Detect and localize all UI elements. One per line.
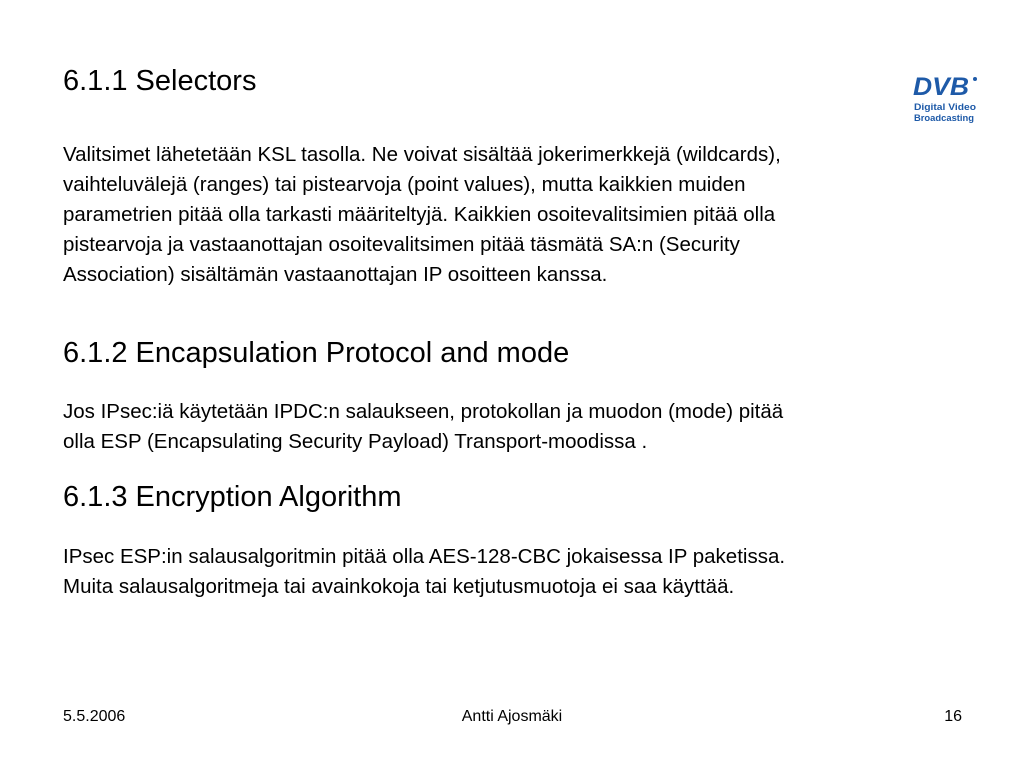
body-line: vaihteluvälejä (ranges) tai pistearvoja (point values), mutta kaikkien muiden <box>63 173 746 196</box>
logo-mark: DVB <box>913 73 969 101</box>
logo-line2: Broadcasting <box>914 113 975 124</box>
body-line: Jos IPsec:iä käytetään IPDC:n salaukseen, protokollan ja muodon (mode) pitää <box>63 400 784 423</box>
section-body-selectors <box>63 140 781 290</box>
section-heading-encapsulation: 6.1.2 Encapsulation Protocol and mode <box>63 337 570 369</box>
body-line: parametrien pitää olla tarkasti määriteltyjä. Kaikkien osoitevalitsimien pitää olla <box>63 203 776 226</box>
footer-page-number: 16 <box>944 708 962 725</box>
section-body-encapsulation <box>63 397 783 457</box>
section-heading-encryption: 6.1.3 Encryption Algorithm <box>63 481 402 513</box>
body-line: Muita salausalgoritmeja tai avainkokoja tai ketjutusmuotoja ei saa käyttää. <box>63 575 735 598</box>
body-line: olla ESP (Encapsulating Security Payload) Transport-moodissa . <box>63 430 648 453</box>
footer-author: Antti Ajosmäki <box>461 708 563 725</box>
footer-date: 5.5.2006 <box>63 708 126 725</box>
logo-line1: Digital Video <box>914 102 977 113</box>
body-line: IPsec ESP:in salausalgoritmin pitää olla AES-128-CBC jokaisessa IP paketissa. <box>63 545 786 568</box>
body-line: Valitsimet lähetetään KSL tasolla. Ne voivat sisältää jokerimerkkejä (wildcards), <box>63 143 781 166</box>
dvb-logo-icon <box>912 72 980 126</box>
section-heading-selectors: 6.1.1 Selectors <box>63 65 257 97</box>
body-line: Association) sisältämän vastaanottajan IP osoitteen kanssa. <box>63 263 608 286</box>
section-body-encryption <box>63 542 785 602</box>
body-line: pistearvoja ja vastaanottajan osoitevalitsimen pitää täsmätä SA:n (Security <box>63 233 740 256</box>
